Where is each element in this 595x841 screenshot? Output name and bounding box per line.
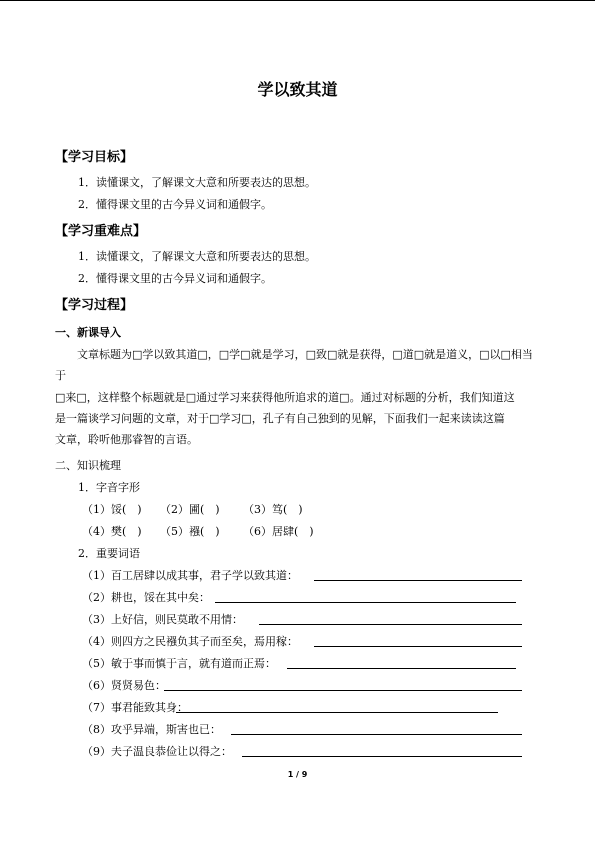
answer-blank-4[interactable] [314,646,522,647]
answer-blank-3[interactable] [259,624,522,625]
vocab-item-8: （8）攻乎异端，斯害也已： [82,723,221,736]
page-title: 学以致其道 [257,80,338,99]
section-heading-goals: 【学习目标】 [55,150,134,165]
pronunciation-item-5: （5）襁( ) [160,525,220,538]
intro-line-4: 文章，聆听他那睿智的言语。 [55,433,198,447]
vocab-item-5: （5）敏于事而慎于言，就有道而正焉： [82,657,276,670]
intro-paragraph [55,344,542,450]
vocab-item-7: （7）事君能致其身： [82,701,188,714]
pronunciation-item-3: （3）笃( ) [243,503,303,516]
answer-blank-2[interactable] [215,602,516,603]
section-heading-key-points: 【学习重难点】 [55,224,147,239]
vocabulary-heading: 2．重要词语 [78,547,140,560]
pronunciation-heading: 1．字音字形 [78,481,140,494]
intro-line-2: □来□，这样整个标题就是□通过学习来获得他所追求的道□。通过对标题的分析，我们知道这 [55,390,515,404]
answer-blank-5[interactable] [287,668,516,669]
vocab-item-3: （3）上好信，则民莫敢不用情： [82,613,243,626]
key-point-item-1: 1．读懂课文，了解课文大意和所要表达的思想。 [78,250,316,263]
intro-heading: 一、新课导入 [55,326,121,339]
vocab-item-9: （9）夫子温良恭俭让以得之： [82,745,232,758]
intro-line-3: 是一篇谈学习问题的文章，对于□学习□，孔子有自己独到的见解，下面我们一起来读读这篇 [55,411,505,425]
pronunciation-item-4: （4）樊( ) [82,525,142,538]
answer-blank-6[interactable] [164,690,522,691]
answer-blank-7[interactable] [176,712,498,713]
page-number: 1 / 9 [287,770,308,779]
pronunciation-item-2: （2）圃( ) [160,503,220,516]
intro-line-1: 文章标题为□学以致其道□，□学□就是学习，□致□就是获得，□道□就是道义，□以□相当于 [55,348,533,383]
answer-blank-1[interactable] [314,580,522,581]
vocab-item-1: （1）百工居肆以成其事，君子学以致其道： [82,569,298,582]
vocab-item-4: （4）则四方之民襁负其子而至矣，焉用稼： [82,635,298,648]
answer-blank-9[interactable] [242,756,522,757]
vocab-item-6: （6）贤贤易色： [82,679,166,692]
answer-blank-8[interactable] [231,734,522,735]
knowledge-heading: 二、知识梳理 [55,459,121,472]
pronunciation-item-1: （1）馁( ) [82,503,142,516]
pronunciation-item-6: （6）居肆( ) [243,525,314,538]
goal-item-1: 1．读懂课文，了解课文大意和所要表达的思想。 [78,176,316,189]
vocab-item-2: （2）耕也，馁在其中矣： [82,591,210,604]
page-top-border [0,0,595,1]
key-point-item-2: 2．懂得课文里的古今异义词和通假字。 [78,272,272,285]
goal-item-2: 2．懂得课文里的古今异义词和通假字。 [78,198,272,211]
section-heading-process: 【学习过程】 [55,298,134,313]
